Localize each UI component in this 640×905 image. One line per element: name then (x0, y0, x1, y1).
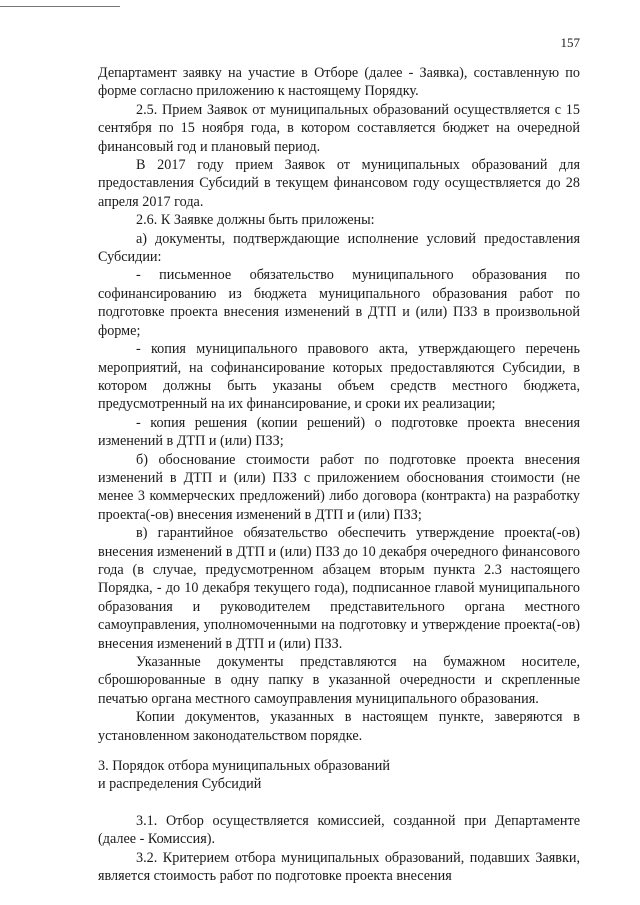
paragraph-dash-obligation: - письменное обязательство муниципального образования по софинансированию из бюджета муниципального образования работ по подготовке проекта внесения изменений в ДТП и (или) ПЗЗ в произвольной форме; (98, 267, 580, 339)
paragraph-2-5: 2.5. Прием Заявок от муниципальных образований осуществляется с 15 сентября по 15 ноября года, в котором составляется бюджет на очередной финансовый год и плановый период. (98, 101, 580, 155)
paragraph-documents-format: Указанные документы представляются на бумажном носителе, сброшюрованные в одну папку в указанной очередности и скрепленные печатью органа местного самоуправления муниципального образования. (98, 654, 580, 707)
paragraph-2-6: 2.6. К Заявке должны быть приложены: (136, 212, 375, 229)
paragraph-continuation: Департамент заявку на участие в Отборе (далее - Заявка), составленную по форме согласно приложению к настоящему Порядку. (98, 65, 580, 100)
paragraph-copies-certified: Копии документов, указанных в настоящем пункте, заверяются в установленном законодательством порядке. (98, 709, 580, 744)
top-scan-rule (0, 6, 120, 7)
paragraph-dash-decision-copy: - копия решения (копии решений) о подготовке проекта внесения изменений в ДТП и (или) ПЗЗ; (98, 414, 580, 450)
section-heading (98, 757, 580, 794)
page-number: 157 (560, 35, 580, 50)
paragraph-dash-legal-act: - копия муниципального правового акта, утверждающего перечень мероприятий, на софинансирование которых предоставляются Субсидии, в котором должны быть указаны объем средств местного бюджета, предусмотренный на их финансирование, и сроки их реализации; (98, 341, 580, 413)
section-heading-line-1: 3. Порядок отбора муниципальных образований (98, 758, 390, 775)
paragraph-item-b: б) обоснование стоимости работ по подготовке проекта внесения изменений в ДТП и (или) ПЗЗ с приложением обоснования стоимости (не менее 3 коммерческих предложений) либо договора (контракта) на разработку проекта(-ов) внесения изменений в ДТП и (или) ПЗЗ; (98, 451, 580, 523)
document-body (98, 64, 580, 885)
paragraph-item-a: а) документы, подтверждающие исполнение условий предоставления Субсидии: (98, 230, 580, 266)
paragraph-3-2: 3.2. Критерием отбора муниципальных образований, подавших Заявки, является стоимость работ по подготовке проекта внесения (98, 849, 580, 885)
section-heading-line-2: и распределения Субсидий (98, 776, 262, 793)
paragraph-2017-intake: В 2017 году прием Заявок от муниципальных образований для предоставления Субсидий в текущем финансовом году осуществляется до 28 апреля 2017 года. (98, 157, 580, 210)
paragraph-3-1: 3.1. Отбор осуществляется комиссией, созданной при Департаменте (далее - Комиссия). (98, 812, 580, 848)
paragraph-item-v: в) гарантийное обязательство обеспечить утверждение проекта(-ов) внесения изменений в ДТП и (или) ПЗЗ до 10 декабря очередного финансового года (в случае, предусмотренном абзацем вторым пункта 2.3 настоящего Порядка, - до 10 декабря текущего года), подписанное главой муниципального образования и руководителем представительного органа местного самоуправления, уполномоченными на подготовку и утверждение проекта(-ов) внесения изменений в ДТП и (или) ПЗЗ. (98, 525, 580, 652)
